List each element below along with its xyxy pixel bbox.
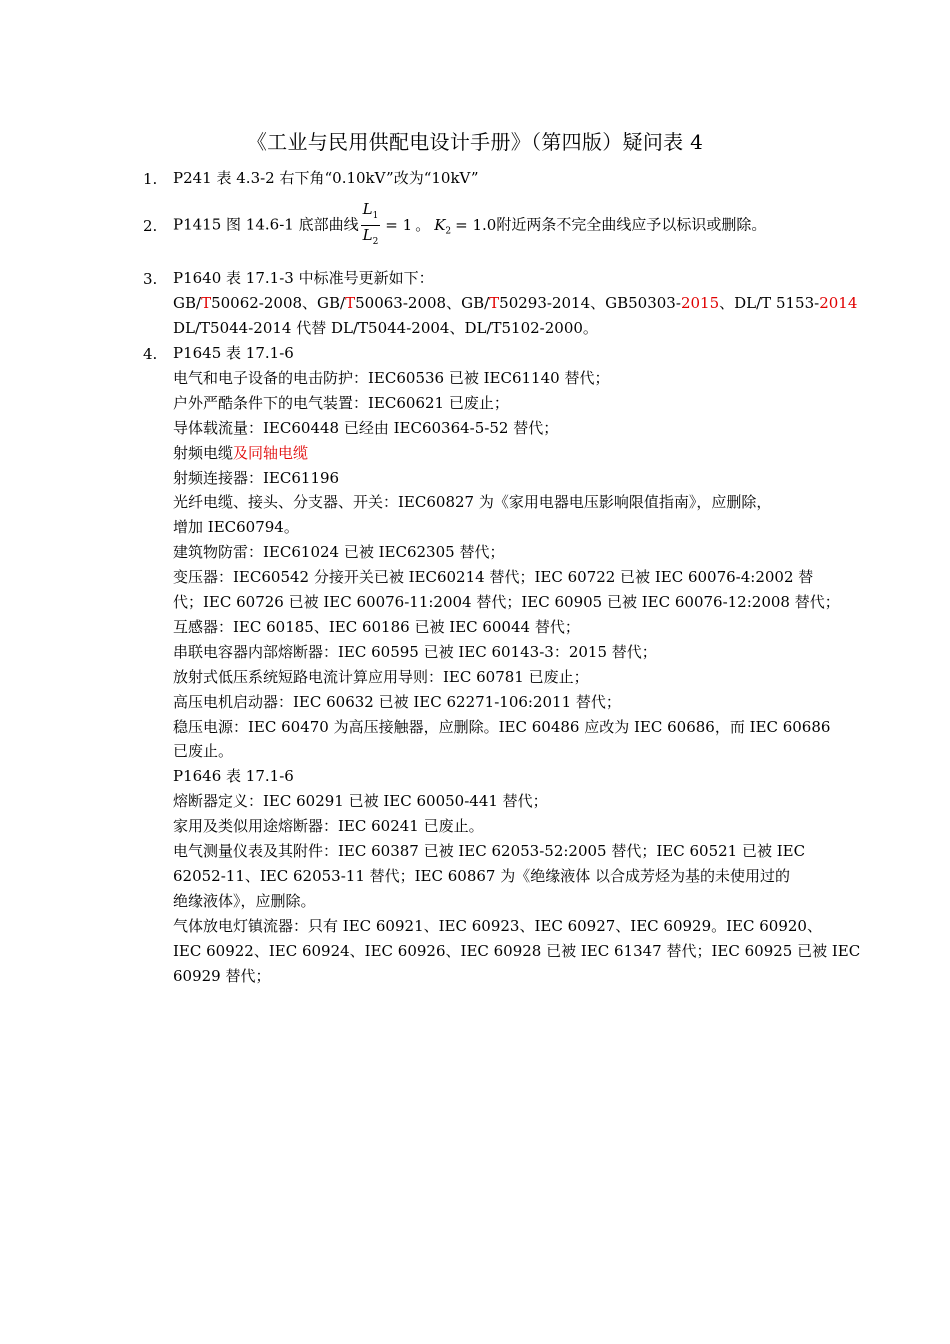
item-2-prefix: P1415 图 14.6-1 底部曲线 <box>173 215 359 234</box>
item-4-line <box>173 692 621 712</box>
text-run: 绝缘液体》，应删除。 <box>173 891 316 910</box>
item-2-suffix: 附近两条不完全曲线应予以标识或删除。 <box>496 215 767 234</box>
item-4-line <box>173 567 813 587</box>
text-run: GB/ <box>173 294 202 312</box>
text-run: P1646 表 17.1-6 <box>173 767 294 786</box>
curve-ratio-fraction <box>361 200 381 251</box>
item-4-line <box>173 941 860 961</box>
item-4-line <box>173 891 316 911</box>
text-run: 50063-2008、GB/ <box>355 294 490 312</box>
highlighted-text: 2015 <box>680 294 720 312</box>
item-4-line <box>173 916 822 936</box>
item-4-line <box>173 468 339 488</box>
text-run: 60929 替代； <box>173 966 271 985</box>
text-run: 互感器：IEC 60185、IEC 60186 已被 IEC 60044 替代； <box>173 617 580 636</box>
text-run: 放射式低压系统短路电流计算应用导则：IEC 60781 已废止； <box>173 667 589 686</box>
item-4-line <box>173 592 840 612</box>
text-run: IEC 60922、IEC 60924、IEC 60926、IEC 60928 已被 IEC 61347 替代；IEC 60925 已被 IEC <box>173 941 861 960</box>
page-title: 《工业与民用供配电设计手册》（第四版）疑问表 4 <box>246 130 704 154</box>
highlighted-text: 及同轴电缆 <box>233 443 309 462</box>
highlighted-text: T <box>489 294 500 312</box>
item-4-line <box>173 841 805 861</box>
text-run: P1645 表 17.1-6 <box>173 344 294 362</box>
highlighted-text: T <box>201 294 212 312</box>
separator: 。 <box>415 215 431 234</box>
item-4-line <box>173 642 657 662</box>
highlighted-text: T <box>345 294 356 312</box>
item-4-line <box>173 343 294 363</box>
k-subscript: 2 <box>445 226 452 237</box>
item-4-line <box>173 667 589 687</box>
item-1-number: 1. <box>143 170 158 188</box>
item-4-line <box>173 966 271 986</box>
item-4-line <box>173 368 609 388</box>
item-4-line <box>173 492 771 512</box>
text-run: 高压电机启动器：IEC 60632 已被 IEC 62271-106:2011 替代； <box>173 692 621 711</box>
text-run: 50293-2014、GB50303- <box>499 294 681 312</box>
item-1-text: P241 表 4.3-2 右下角“0.10kV”改为“10kV” <box>173 169 479 187</box>
item-2-text <box>173 200 766 251</box>
text-run: 导体载流量：IEC60448 已经由 IEC60364-5-52 替代； <box>173 418 559 437</box>
text-run: 建筑物防雷：IEC61024 已被 IEC62305 替代； <box>173 543 505 562</box>
text-run: 射频电缆 <box>173 443 234 462</box>
text-run: 气体放电灯镇流器：只有 IEC 60921、IEC 60923、IEC 60927、IEC 60929。IEC 60920、 <box>173 916 822 935</box>
equation-2: = 1.0 <box>455 215 497 234</box>
text-run: 光纤电缆、接头、分支器、开关：IEC60827 为《家用电器电压影响限值指南》，应删除， <box>173 493 772 512</box>
highlighted-text: 2014 <box>819 294 858 312</box>
item-4-number: 4. <box>143 345 158 363</box>
item-3-line-1: P1640 表 17.1-3 中标准号更新如下： <box>173 269 434 287</box>
k-symbol: K <box>434 215 446 234</box>
item-4-line <box>173 418 558 438</box>
text-run: 、DL/T 5153- <box>719 294 820 312</box>
text-run: 50062-2008、GB/ <box>211 294 346 312</box>
item-4-line <box>173 542 504 562</box>
item-4-line <box>173 393 509 413</box>
item-3-line-3: DL/T5044-2014 代替 DL/T5044-2004、DL/T5102-2000。 <box>173 319 598 337</box>
fraction-numerator: L <box>362 200 373 218</box>
text-run: 家用及类似用途熔断器：IEC 60241 已废止。 <box>173 817 484 836</box>
item-2-number: 2. <box>143 217 158 235</box>
text-run: 电气和电子设备的电击防护：IEC60536 已被 IEC61140 替代； <box>173 368 610 387</box>
item-4-line <box>173 766 294 786</box>
item-3-number: 3. <box>143 270 158 288</box>
text-run: 串联电容器内部熔断器：IEC 60595 已被 IEC 60143-3：2015 替代； <box>173 642 657 661</box>
text-run: 变压器：IEC60542 分接开关已被 IEC60214 替代；IEC 60722 已被 IEC 60076-4:2002 替 <box>173 568 814 587</box>
item-4-line <box>173 443 308 463</box>
item-3-line-2 <box>173 293 857 313</box>
item-4-line <box>173 717 830 737</box>
equation-1: = 1 <box>385 215 413 234</box>
text-run: 62052-11、IEC 62053-11 替代；IEC 60867 为《绝缘液体 以合成芳烃为基的未使用过的 <box>173 866 791 885</box>
item-4-line <box>173 816 484 836</box>
item-4-line <box>173 866 790 886</box>
text-run: 已废止。 <box>173 742 234 761</box>
fraction-denominator-subscript: 2 <box>372 237 379 247</box>
fraction-numerator-subscript: 1 <box>372 211 379 221</box>
text-run: 增加 IEC60794。 <box>173 518 299 537</box>
text-run: 户外严酷条件下的电气装置：IEC60621 已废止； <box>173 393 509 412</box>
text-run: 代；IEC 60726 已被 IEC 60076-11:2004 替代；IEC 60905 已被 IEC 60076-12:2008 替代； <box>173 593 840 611</box>
item-4-line <box>173 617 580 637</box>
item-4-line <box>173 517 299 537</box>
text-run: 电气测量仪表及其附件：IEC 60387 已被 IEC 62053-52:2005 替代；IEC 60521 已被 IEC <box>173 842 806 860</box>
text-run: 稳压电源：IEC 60470 为高压接触器，应删除。IEC 60486 应改为 IEC 60686，而 IEC 60686 <box>173 717 831 736</box>
fraction-denominator: L <box>362 226 373 244</box>
text-run: 射频连接器：IEC61196 <box>173 468 340 487</box>
text-run: 熔断器定义：IEC 60291 已被 IEC 60050-441 替代； <box>173 792 548 811</box>
item-4-line <box>173 741 233 761</box>
item-4-line <box>173 791 548 811</box>
